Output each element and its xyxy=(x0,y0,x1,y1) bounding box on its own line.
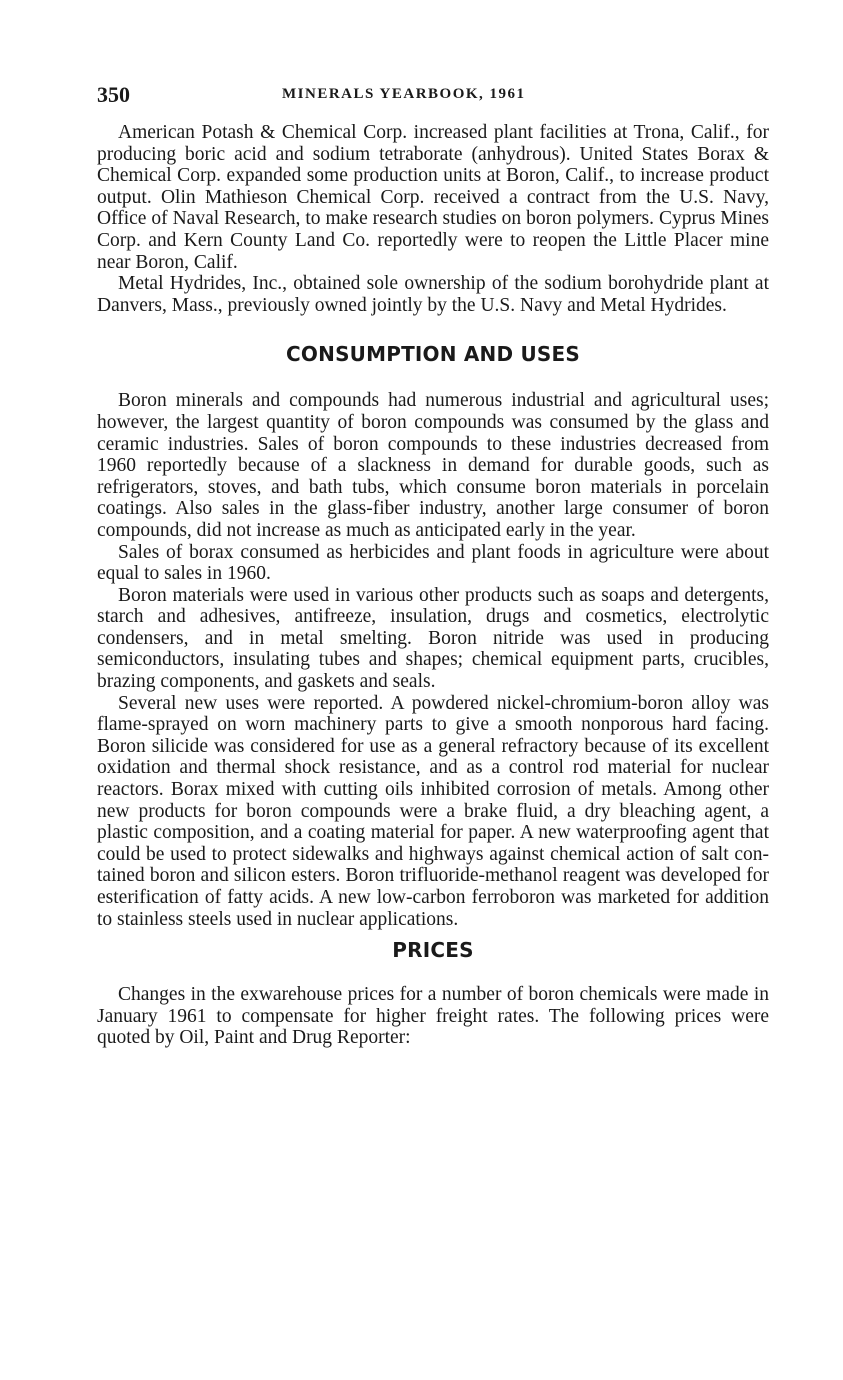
paragraph-consumption-3: Boron materials were used in various other products such as soaps and detergents, starch and adhesives, antifreeze, insulation, drugs and cosmetics, electrolytic condensers, and in metal smelting. Boron nitride was used in producing semiconductors, insulating tubes and shapes; chemical equipment parts, crucibles, brazing components, and gaskets and seals. xyxy=(97,584,769,693)
paragraph-consumption-1: Boron minerals and compounds had numerous industrial and agricultural uses; however, the largest quantity of boron compounds was consumed by the glass and ceramic industries. Sales of boron compounds to these industries decreased from 1960 reportedly because of a slackness in demand for durable goods, such as refrigerators, stoves, and bath tubs, which consume boron materials in porcelain coatings. Also sales in the glass-fiber industry, another large consumer of boron compounds, did not increase as much as anticipated early in the year. xyxy=(97,390,769,541)
document-page xyxy=(97,82,769,1049)
page-number: 350 xyxy=(97,82,130,107)
running-title: MINERALS YEARBOOK, 1961 xyxy=(282,86,526,102)
paragraph-consumption-2: Sales of borax consumed as herbicides and plant foods in agriculture were about equal to sales in 1960. xyxy=(97,541,769,585)
section-heading-consumption: CONSUMPTION AND USES xyxy=(286,342,580,367)
paragraph-intro-1: American Potash & Chemical Corp. increased plant facilities at Trona, Calif., for producing boric acid and sodium tetraborate (anhydrous). United States Borax & Chemical Corp. expanded some production units at Boron, Calif., to increase product output. Olin Mathieson Chemical Corp. received a contract from the U.S. Navy, Office of Naval Research, to make research studies on boron polymers. Cyprus Mines Corp. and Kern County Land Co. reportedly were to reopen the Little Placer mine near Boron, Calif. xyxy=(97,122,769,273)
page-header xyxy=(97,82,769,110)
section-heading-prices: PRICES xyxy=(392,938,474,963)
paragraph-prices-1: Changes in the exwarehouse prices for a number of boron chemicals were made in January 1961 to compensate for higher freight rates. The following prices were quoted by Oil, Paint and Drug Reporter: xyxy=(97,984,769,1049)
paragraph-intro-2: Metal Hydrides, Inc., obtained sole ownership of the sodium borohydride plant at Danvers, Mass., previously owned jointly by the U.S. Navy and Metal Hydrides. xyxy=(97,273,769,316)
paragraph-consumption-4: Several new uses were reported. A powdered nickel-chromium-boron alloy was flame-sprayed on worn machinery parts to give a smooth nonporous hard facing. Boron silicide was considered for use as a general refractory because of its excellent oxidation and thermal shock resistance, and as a control rod material for nuclear reactors. Borax mixed with cutting oils inhibited corrosion of metals. Among other new products for boron compounds were a brake fluid, a dry bleaching agent, a plastic composition, and a coating material for paper. A new waterproofing agent that could be used to protect sidewalks and highways against chemical action of salt contained boron and silicon esters. Boron trifluoride-methanol reagent was developed for esterification of fatty acids. A new low-carbon ferroboron was marketed for addition to stainless steels used in nuclear applications. xyxy=(97,692,769,930)
